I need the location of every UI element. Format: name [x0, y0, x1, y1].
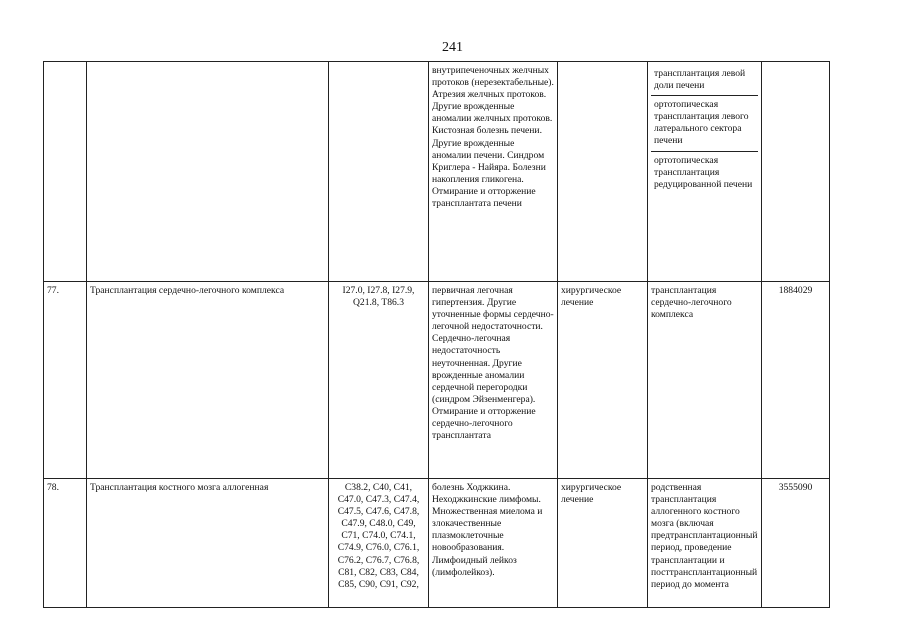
- icd-codes: [329, 62, 429, 282]
- treatment-type: хирургическое лечение: [558, 282, 648, 479]
- diagnosis-text: внутрипеченочных желчных протоков (нерезектабельные). Атрезия желчных протоков. Другие врожденные аномалии желчных протоков. Кистозная болезнь печени. Другие врожденные аномалии печени. Синдром Криглера - Найяра. Болезни накопления гликогена. Отмирание и отторжение трансплантата печени: [429, 62, 558, 282]
- table-row: [44, 479, 830, 608]
- method-item: трансплантация сердечно-легочного комплекса: [648, 282, 762, 479]
- diagnosis-text: первичная легочная гипертензия. Другие уточненные формы сердечно-легочной недостаточности. Сердечно-легочная недостаточность неуточненная. Другие врожденные аномалии сердечной перегородки (синдром Эйзенменгера). Отмирание и отторжение сердечно-легочного трансплантата: [429, 282, 558, 479]
- icd-codes: I27.0, I27.8, I27.9, Q21.8, T86.3: [329, 282, 429, 479]
- icd-codes: C38.2, C40, C41, C47.0, C47.3, C47.4, C47.5, C47.6, C47.8, C47.9, C48.0, C49, C71, C74.0, C74.1, C74.9, C76.0, C76.1, C76.2, C76.7, C76.8, C81, C82, C83, C84, C85, C90, C91, C92,: [329, 479, 429, 608]
- treatment-type: [558, 62, 648, 282]
- procedures-table: [43, 61, 830, 608]
- row-number: [44, 62, 87, 282]
- method-item: родственная трансплантация аллогенного костного мозга (включая предтрансплантационный период, проведение трансплантации и посттрансплантационный период до момента: [648, 479, 762, 608]
- cost-value: [762, 62, 830, 282]
- diagnosis-text: болезнь Ходжкина. Неходжкинские лимфомы. Множественная миелома и злокачественные плазмоклеточные новообразования. Лимфоидный лейкоз (лимфолейкоз).: [429, 479, 558, 608]
- cost-value: 3555090: [762, 479, 830, 608]
- method-item: ортотопическая трансплантация редуцированной печени: [654, 154, 753, 190]
- page-number: 241: [442, 40, 463, 55]
- table-row: [44, 282, 830, 479]
- table-row: [44, 62, 830, 282]
- method-item: трансплантация левой доли печени: [651, 65, 758, 96]
- row-number: 77.: [44, 282, 87, 479]
- cost-value: 1884029: [762, 282, 830, 479]
- procedure-name: Трансплантация сердечно-легочного комплекса: [87, 282, 329, 479]
- treatment-type: хирургическое лечение: [558, 479, 648, 608]
- method-item: ортотопическая трансплантация левого латерального сектора печени: [651, 96, 758, 151]
- row-number: 78.: [44, 479, 87, 608]
- procedure-name: Трансплантация костного мозга аллогенная: [87, 479, 329, 608]
- procedure-name: [87, 62, 329, 282]
- methods-cell: [648, 62, 762, 282]
